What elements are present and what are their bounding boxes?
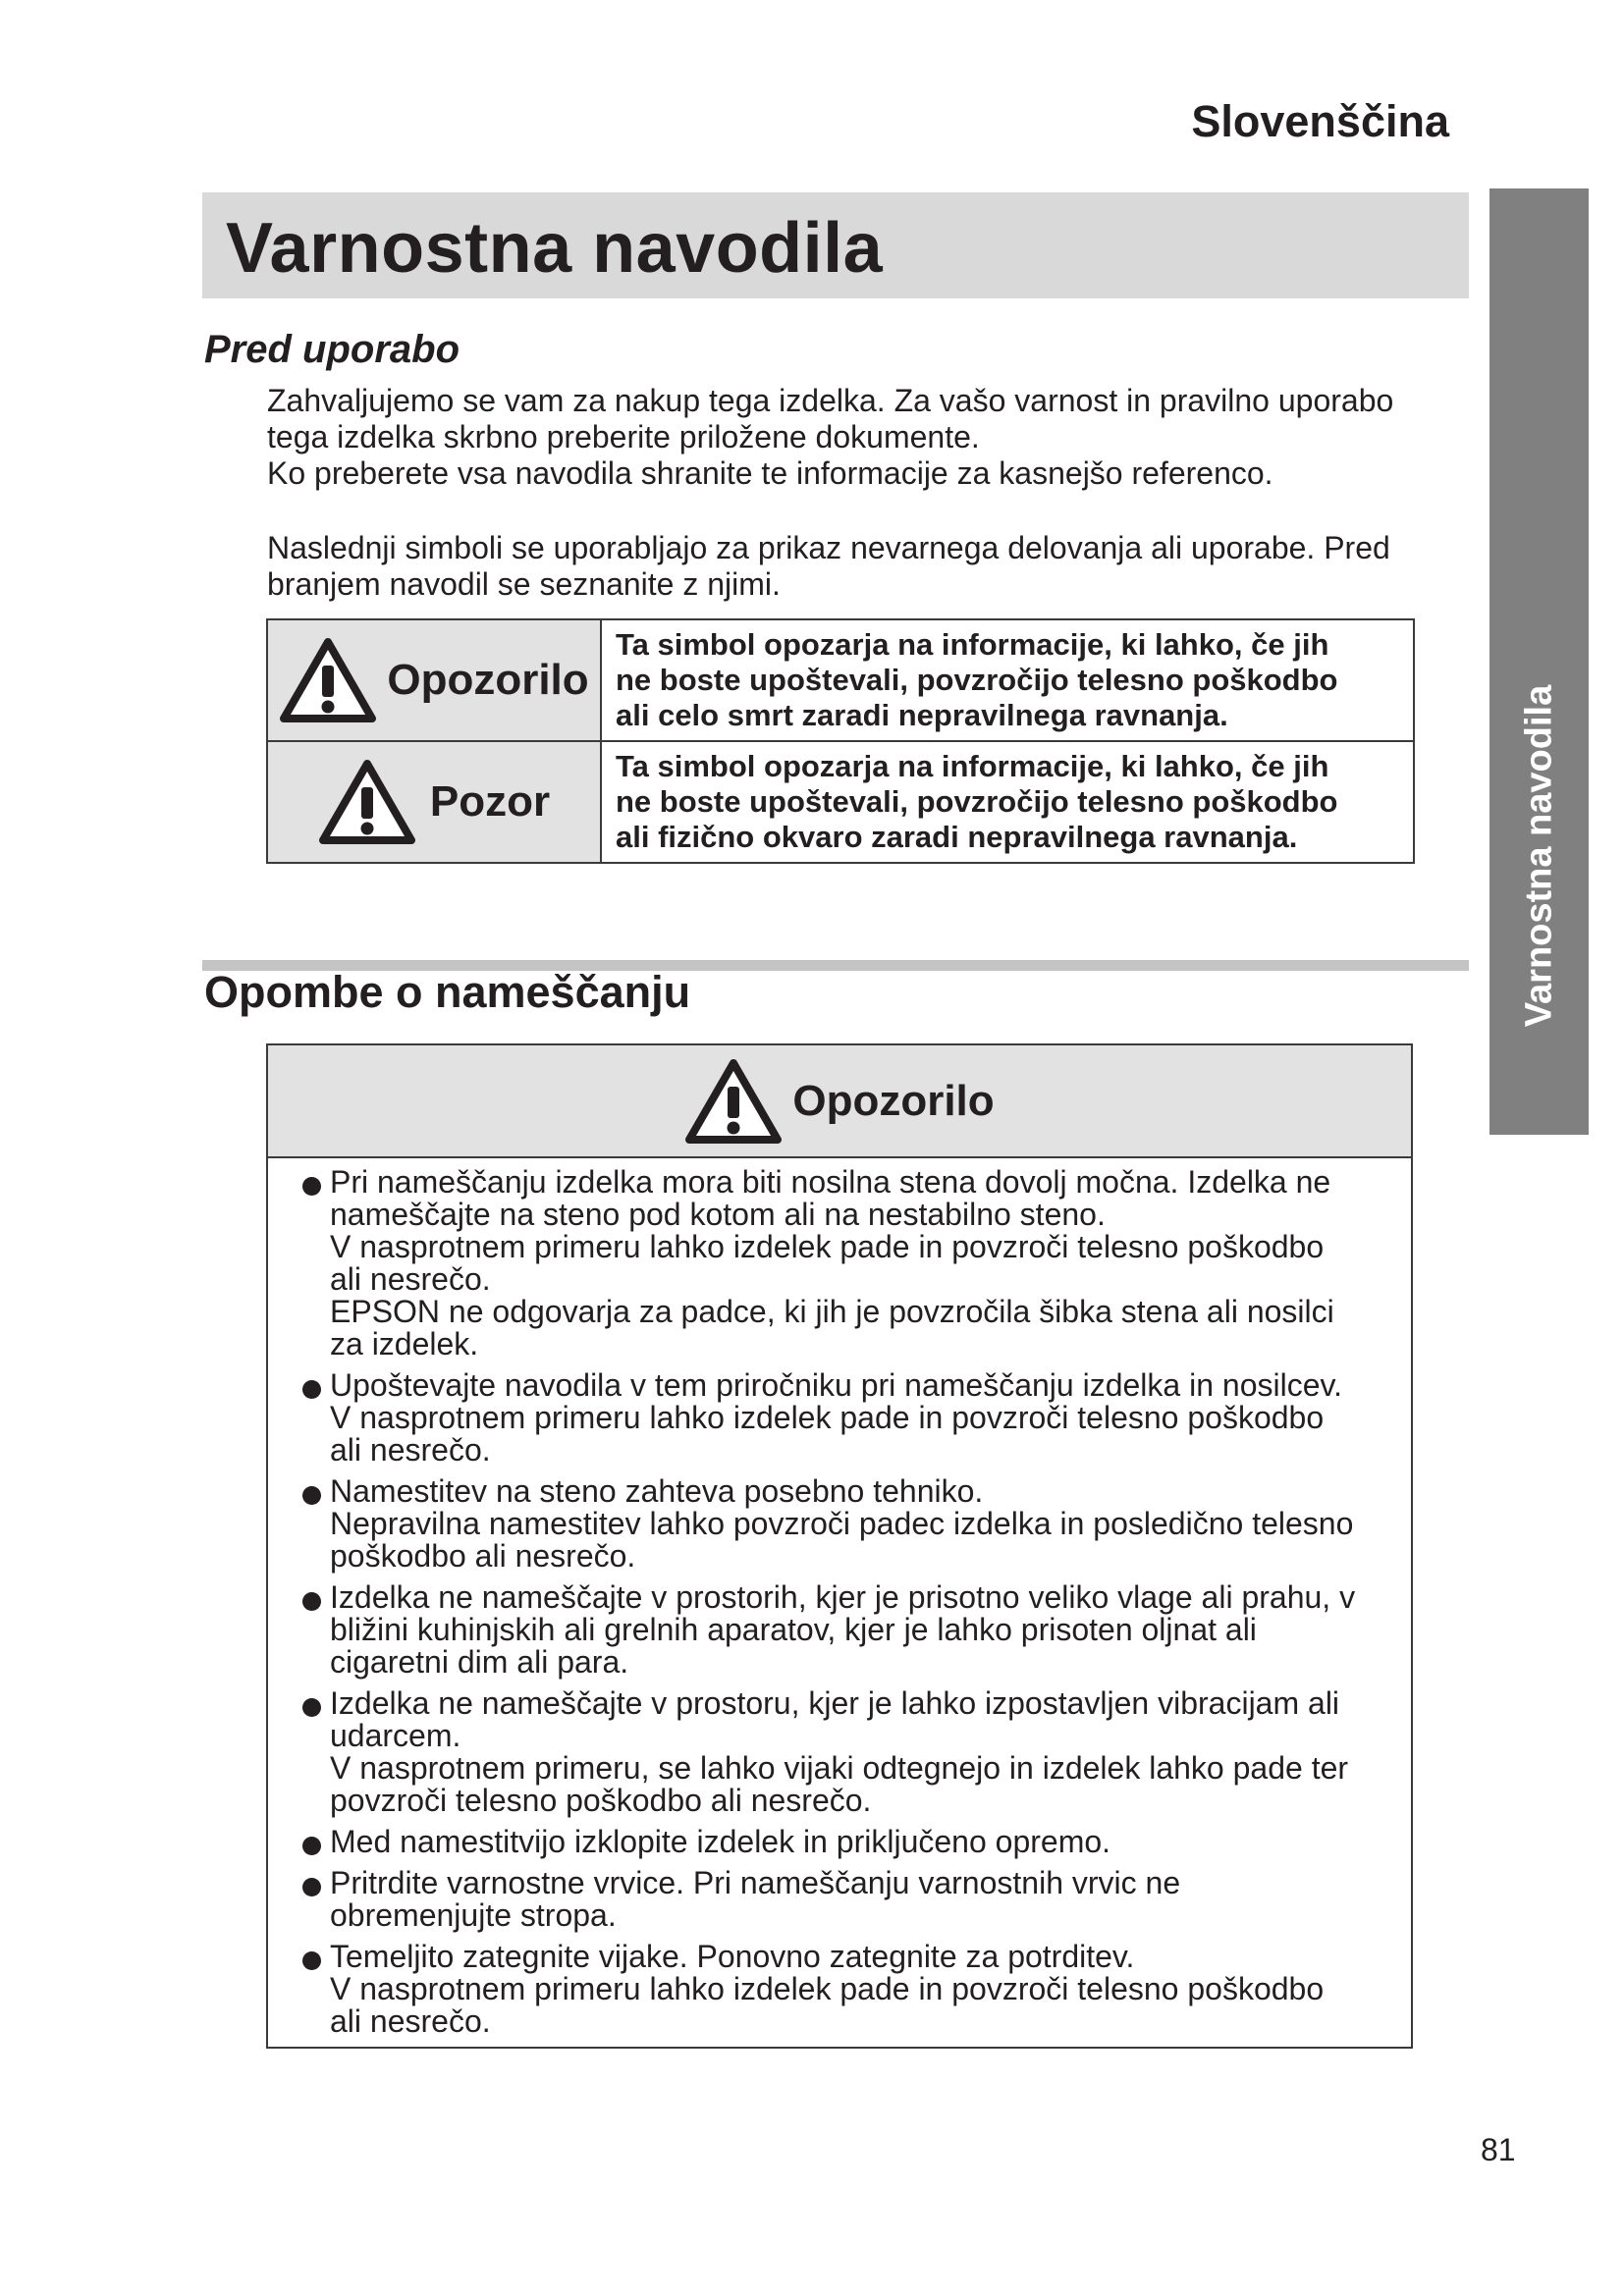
text-line: V nasprotnem primeru lahko izdelek pade in povzroči telesno poškodbo	[330, 1229, 1325, 1264]
text-line: tega izdelka skrbno preberite priložene dokumente.	[267, 419, 980, 454]
symbols-table	[266, 618, 1415, 864]
text-line: branjem navodil se seznanite z njimi.	[267, 566, 781, 602]
text-line: Ta simbol opozarja na informacije, ki lahko, če jih	[616, 749, 1329, 783]
warning-box-label: Opozorilo	[792, 1076, 995, 1125]
list-item	[300, 1166, 1391, 1361]
text-line: udarcem.	[330, 1718, 461, 1753]
text-line: cigaretni dim ali para.	[330, 1644, 629, 1680]
installation-warning-box	[266, 1043, 1413, 2049]
text-line: Med namestitvijo izklopite izdelek in priključeno opremo.	[330, 1824, 1111, 1859]
text-line: Namestitev na steno zahteva posebno tehniko.	[330, 1473, 984, 1509]
symbol-row-caution	[267, 741, 1414, 863]
symbol-description	[601, 619, 1414, 741]
text-line: Ta simbol opozarja na informacije, ki lahko, če jih	[616, 627, 1329, 662]
list-item	[300, 1687, 1391, 1817]
symbol-row-warning	[267, 619, 1414, 741]
text-line: Ko preberete vsa navodila shranite te informacije za kasnejšo referenco.	[267, 455, 1273, 491]
symbol-description	[601, 741, 1414, 863]
text-line: ali nesrečo.	[330, 1261, 491, 1297]
text-line: Pritrdite varnostne vrvice. Pri nameščanju varnostnih vrvic ne	[330, 1865, 1181, 1900]
installation-heading: Opombe o nameščanju	[204, 967, 691, 1017]
warning-triangle-icon	[279, 636, 377, 724]
list-item	[300, 1941, 1391, 2038]
language-label: Slovenščina	[1191, 96, 1449, 146]
text-line: Izdelka ne nameščajte v prostoru, kjer je lahko izpostavljen vibracijam ali	[330, 1685, 1340, 1721]
title-band	[202, 192, 1469, 298]
page-number: 81	[1481, 2132, 1516, 2167]
text-line: Izdelka ne nameščajte v prostorih, kjer je prisotno veliko vlage ali prahu, v	[330, 1579, 1356, 1615]
text-line: povzroči telesno poškodbo ali nesrečo.	[330, 1783, 872, 1818]
text-line: V nasprotnem primeru lahko izdelek pade in povzroči telesno poškodbo	[330, 1400, 1325, 1435]
text-line: obremenjujte stropa.	[330, 1897, 617, 1933]
text-line: Upoštevajte navodila v tem priročniku pri nameščanju izdelka in nosilcev.	[330, 1367, 1343, 1403]
before-use-heading: Pred uporabo	[204, 328, 460, 371]
text-line: ali fizično okvaro zaradi nepravilnega ravnanja.	[616, 820, 1298, 854]
text-line: ali nesrečo.	[330, 1432, 491, 1468]
list-item	[300, 1475, 1391, 1573]
list-item	[300, 1581, 1391, 1679]
text-line: Temeljito zategnite vijake. Ponovno zategnite za potrditev.	[330, 1939, 1135, 1974]
warning-triangle-icon	[684, 1057, 783, 1146]
warning-triangle-icon	[318, 758, 416, 846]
list-item	[300, 1867, 1391, 1932]
side-tab	[1489, 188, 1589, 1135]
symbols-paragraph	[267, 530, 1465, 603]
text-line: Naslednji simboli se uporabljajo za prikaz nevarnega delovanja ali uporabe. Pred	[267, 530, 1390, 565]
text-line: Nepravilna namestitev lahko povzroči padec izdelka in posledično telesno	[330, 1506, 1354, 1541]
text-line: ali nesrečo.	[330, 2003, 491, 2039]
symbol-label: Pozor	[429, 777, 551, 826]
list-item	[300, 1369, 1391, 1467]
text-line: za izdelek.	[330, 1326, 479, 1362]
symbol-cell	[267, 619, 601, 741]
text-line: EPSON ne odgovarja za padce, ki jih je povzročila šibka stena ali nosilci	[330, 1294, 1334, 1329]
text-line: V nasprotnem primeru lahko izdelek pade in povzroči telesno poškodbo	[330, 1971, 1325, 2006]
text-line: poškodbo ali nesrečo.	[330, 1538, 636, 1574]
text-line: Pri nameščanju izdelka mora biti nosilna stena dovolj močna. Izdelka ne	[330, 1164, 1331, 1200]
symbol-cell	[267, 741, 601, 863]
text-line: bližini kuhinjskih ali grelnih aparatov, kjer je lahko prisoten oljnat ali	[330, 1612, 1257, 1647]
page-title: Varnostna navodila	[226, 209, 884, 288]
list-item	[300, 1826, 1391, 1858]
text-line: ne boste upoštevali, povzročijo telesno poškodbo	[616, 663, 1338, 697]
text-line: ali celo smrt zaradi nepravilnega ravnanja.	[616, 698, 1228, 732]
text-line: Zahvaljujemo se vam za nakup tega izdelka. Za vašo varnost in pravilno uporabo	[267, 383, 1394, 418]
installation-bullet-list	[268, 1158, 1411, 2038]
warning-box-header	[268, 1045, 1411, 1158]
text-line: nameščajte na steno pod kotom ali na nestabilno steno.	[330, 1197, 1106, 1232]
text-line: V nasprotnem primeru, se lahko vijaki odtegnejo in izdelek lahko pade ter	[330, 1750, 1349, 1786]
intro-paragraph	[267, 383, 1465, 492]
side-tab-label: Varnostna navodila	[1518, 684, 1559, 1028]
text-line: ne boste upoštevali, povzročijo telesno poškodbo	[616, 784, 1338, 819]
symbol-label: Opozorilo	[387, 656, 589, 704]
